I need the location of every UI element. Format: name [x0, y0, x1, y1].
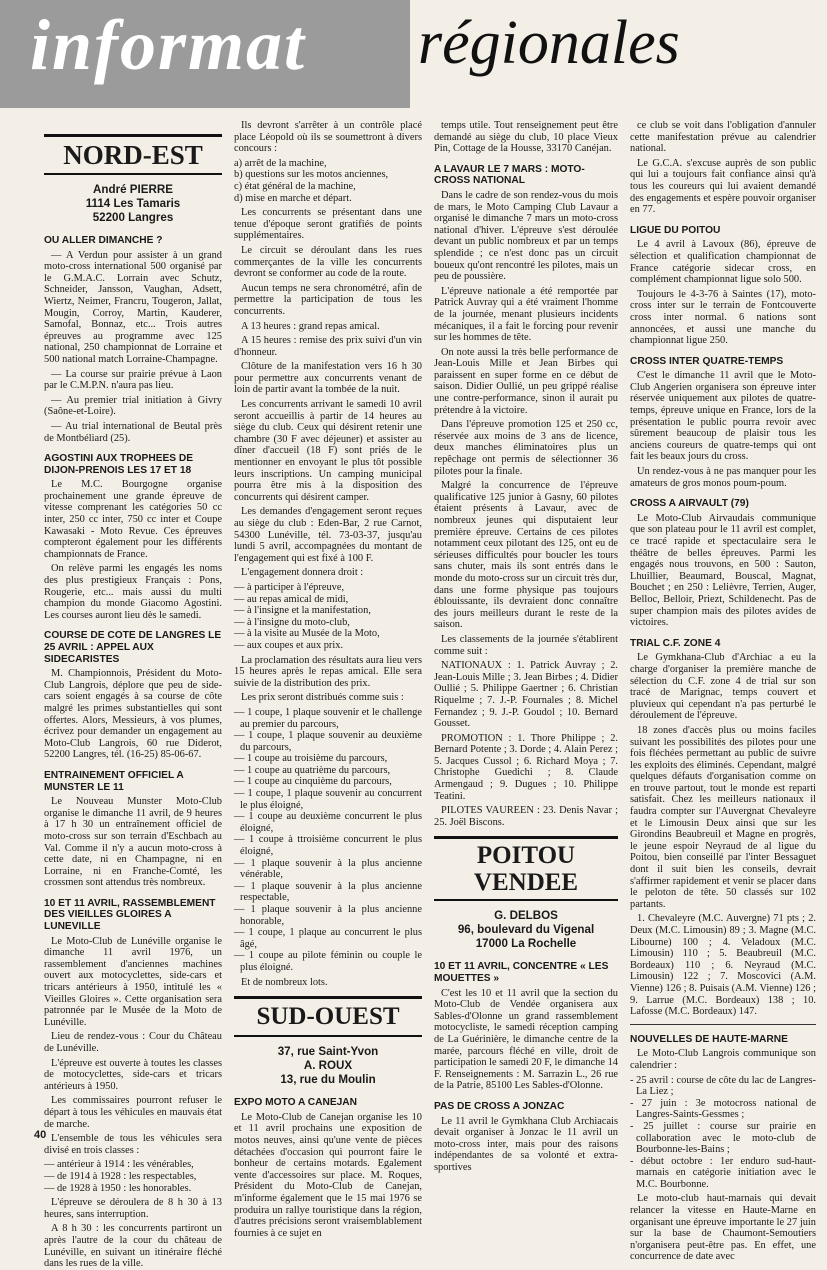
- list-item: — 1 plaque souvenir à la plus ancienne vénérable,: [234, 857, 422, 881]
- paragraph: La proclamation des résultats aura lieu vers 15 heures après le repas amical. Elle sera suivie de la distribution des prix.: [234, 654, 422, 689]
- paragraph: — A Verdun pour assister à un grand moto-cross international 500 organisé par le G.M.A.C. Lorrain avec Schutz, Schneider, Jansson, Vaughan, Adsett, Wiertz, Neimer, Francru, Tougeron, Jallat, Mougin, Corroy, Martin, Kauderer, Samofal, Bonnaz, etc... Trois autres épreuves au programme avec 125 national, 250 championnat de Lorraine et 500 national match Lorraine-Champagne.: [44, 249, 222, 365]
- paragraph: Un rendez-vous à ne pas manquer pour les amateurs de gros monos poum-poum.: [630, 466, 816, 489]
- paragraph: Dans le cadre de son rendez-vous du mois de mars, le Moto Camping Club Lavaur a organisé le dimanche 7 mars un moto-cross national d'hiver. L'épreuve s'est déroulée devant un public nombreux et par un temps splendide ; ce n'est donc pas un circuit boueux qu'ont rencontré les pilotes, mais un peu de poussière.: [434, 189, 618, 283]
- section-heading: 10 ET 11 AVRIL, CONCENTRE « LES MOUETTES »: [434, 961, 609, 985]
- paragraph: Le Moto-Club Airvaudais communique que son plateau pour le 11 avril est complet, ce tracé rapide et spectaculaire sera le théâtre de belles épreuves. Parmi les engagés nous trouvons, en 500 : Sauton, Lhuillier, Beaumard, Bouscal, Magnat, Bouchet ; en 250 : Lelièvre, Terrien, Auger, Belloc, Belloir, Priezt, Schildenecht. Pas de super champion mais des pilotes avides de victoires.: [630, 512, 816, 629]
- list-item: — au repas amical de midi,: [234, 593, 349, 605]
- paragraph: — Au trial international de Beutal près de Montbéliard (25).: [44, 420, 222, 444]
- list-item: - 25 juillet : course sur prairie en collaboration avec le moto-club de Bourbonne-les-Bains ;: [630, 1120, 816, 1156]
- section-heading: 10 ET 11 AVRIL, RASSEMBLEMENT DES VIEILLES GLOIRES A LUNEVILLE: [44, 897, 216, 933]
- list-item: — 1 coupe au deuxième concurrent le plus éloigné,: [234, 811, 422, 834]
- paragraph: Le Nouveau Munster Moto-Club organise le dimanche 11 avril, de 9 heures à 17 h 30 un entraînement officiel de moto-cross sur son terrain d'Eschbach au Val. Comme il n'y a aucun moto-cross à cette date, ni en Champagne, ni en Lorraine, ni en Franche-Comté, les crossmen sont attendus très nombreux.: [44, 796, 222, 889]
- paragraph: On relève parmi les engagés les noms des plus prestigieux Français : Pons, Rougerie, etc... mais aussi du multi champion du monde Giacomo Agostini. Les courses auront lieu dès le samedi.: [44, 563, 222, 621]
- paragraph: A 15 heures : remise des prix suivi d'un vin d'honneur.: [234, 335, 422, 358]
- section-heading: ENTRAINEMENT OFFICIEL A MUNSTER LE 11: [44, 769, 184, 793]
- paragraph: L'épreuve se déroulera de 8 h 30 à 13 heures, sans interruption.: [44, 1197, 222, 1220]
- paragraph: Le moto-club haut-marnais qui devait relancer la vitesse en Haute-Marne en organisant une épreuve importante le 27 juin sur la base de Chaumont-Semoutiers n'organisera peut-être pas. En effet, une concurrence de date avec: [630, 1193, 816, 1263]
- correspondent-address: André PIERRE 1114 Les Tamaris 52200 Langres: [85, 183, 181, 224]
- list-item: — à la visite au Musée de la Moto,: [234, 628, 380, 640]
- section-heading: TRIAL C.F. ZONE 4: [630, 637, 721, 649]
- paragraph: L'épreuve est ouverte à toutes les classes de motocyclettes, side-cars et tricars antérieurs à 1950.: [44, 1057, 222, 1092]
- paragraph: Les concurrents arrivant le samedi 10 avril seront accueillis à partir de 14 heures au siège du club. Ceux qui désirent retenir une chambre (30 F avec déjeuner) et assister au dîner d'accueil (18 F) sont priés de le mentionner en envoyant le plus tôt possible leurs inscriptions. Un camping municipal pourra être mis à la disposition des concurrents qui désirent camper.: [234, 399, 422, 503]
- list: [234, 158, 422, 204]
- section-heading: OU ALLER DIMANCHE ?: [44, 235, 163, 246]
- paragraph: Le circuit se déroulant dans les rues commerçantes de la ville les concurrents devront se conformer au code de la route.: [234, 244, 422, 280]
- results-paragraph: PILOTES VAUREEN : 23. Denis Navar ; 25. Joël Biscons.: [434, 805, 618, 828]
- list-item: — à l'insigne du moto-club,: [234, 616, 350, 628]
- paragraph: Le G.C.A. s'excuse auprès de son public qui lui a toujours fait confiance ainsi qu'à tous les coureurs qui lui avaient demandé des engagements et espère pouvoir organiser en 77.: [630, 157, 816, 216]
- paragraph: Et de nombreux lots.: [241, 976, 328, 988]
- divider: [630, 1024, 816, 1025]
- list-item: — à participer à l'épreuve,: [234, 581, 345, 593]
- paragraph: C'est le dimanche 11 avril que le Moto-Club Angerien organisera son épreuve inter réservée uniquement aux pilotes de quatre-temps, épreuve unique en France, lors de la présentation le public pourra revoir avec sûrement beaucoup de plaisir tous les anciens coureurs de quatre-temps qui ont fait les beaux jours du cross.: [630, 370, 816, 463]
- correspondent-address: 37, rue Saint-Yvon A. ROUX 13, rue du Moulin: [277, 1045, 379, 1087]
- list-item: — à l'insigne et la manifestation,: [234, 605, 371, 617]
- paragraph: — La course sur prairie prévue à Laon par le C.M.P.N. n'aura pas lieu.: [44, 368, 222, 392]
- paragraph: Les classements de la journée s'établirent comme suit :: [434, 633, 618, 657]
- paragraph: Le Moto-Club de Canejan organise les 10 et 11 avril prochains une exposition de motos neuves, ainsi qu'une vente de pièces détachées d'occasion qui pourront faire le bonheur de certains motards. Egalement vente d'accessoires sur place. M. Roques, Président du Moto-Club de Canejan, m'informe également que le 15 mai 1976 se produira un rallye touristique dans la région, d'autres précisions seront vraisemblablement fournies à ce sujet en: [234, 1111, 422, 1239]
- paragraph: Aucun temps ne sera chronométré, afin de permettre la participation de tous les concurrents.: [234, 282, 422, 317]
- list-item: — 1 coupe, 1 plaque souvenir et le challenge au premier du parcours,: [234, 706, 422, 730]
- section-heading: AGOSTINI AUX TROPHEES DE DIJON-PRENOIS LES 17 ET 18: [44, 453, 194, 476]
- section-heading: CROSS A AIRVAULT (79): [630, 498, 749, 510]
- list-item: — 1 coupe, 1 plaque au concurrent le plus âgé,: [234, 927, 422, 950]
- list-item: - 27 juin : 3e motocross national de Langres-Saints-Gessmes ;: [630, 1097, 816, 1121]
- list-item: — 1 coupe à ttroisième concurrent le plus éloigné,: [234, 834, 422, 858]
- section-heading: A LAVAUR LE 7 MARS : MOTO-CROSS NATIONAL: [434, 163, 585, 187]
- paragraph: Toujours le 4-3-76 à Saintes (17), moto-cross inter sur le terrain de Fontcouverte cross inter normal. 6 nations sont annoncées, et aussi une manche du championnat ligue 250.: [630, 288, 816, 347]
- paragraph: — Au premier trial initiation à Givry (Saône-et-Loire).: [44, 394, 222, 418]
- header-title-left: informat: [30, 5, 307, 85]
- region-title-nord-est: NORD-EST: [44, 134, 222, 175]
- results-paragraph: 1. Chevaleyre (M.C. Auvergne) 71 pts ; 2. Deux (M.C. Limousin) 89 ; 3. Magne (M.C. Libourne) 100 ; 4. Veladoux (M.C. Limousin) 110 ; 5. Beaubreuil (M.C. Bordeaux) 110 ; 6. Neyraud (M.C. Limousin) 122 ; 7. Moscovici (A.M. Vienne) 126 ; 8. Puisais (A.M. Vienne) 126 ; 9. Larrue (M.C. Bordeaux) 138 ; 10. Lafosse (M.C. Bordeaux) 147.: [630, 913, 816, 1018]
- column-1: [44, 120, 222, 1270]
- paragraph: A 8 h 30 : les concurrents partiront un après l'autre de la cour du château de Lunéville, en suivant un itinéraire fléché dans les rues de la ville.: [44, 1223, 222, 1270]
- header-banner: [0, 0, 827, 108]
- results-paragraph: NATIONAUX : 1. Patrick Auvray ; 2. Jean-Louis Mille ; 3. Jean Birbes ; 4. Didier Oullié ; 5. Philippe Gaertner ; 6. Christian Riquelme ; 7. J.-P. Fournales ; 8. Michel Fernandez ; 9. J.-P. Goudol ; 10. Bernard Gousset.: [434, 660, 618, 730]
- paragraph: L'épreuve nationale a été remportée par Patrick Auvray qui a été vraiment l'homme de la journée, menant plusieurs incidents mécaniques, il a fait le forcing pour revenir sur les hommes de tête.: [434, 285, 618, 344]
- list: [44, 1159, 222, 1194]
- paragraph: Le 11 avril le Gymkhana Club Archiacais devait organiser à Jonzac le 11 avril un moto-cross inter, mais pour des raisons indépendantes de sa volonté et extra-sportives: [434, 1115, 618, 1173]
- list-item: — 1 coupe au troisième du parcours,: [234, 753, 388, 765]
- page-number: 40: [34, 1129, 47, 1141]
- header-title-right: régionales: [418, 9, 680, 77]
- list-item: — 1 coupe au quatrième du parcours,: [234, 764, 391, 776]
- paragraph: Les demandes d'engagement seront reçues au siège du club : Eden-Bar, 2 rue Carnot, 54300 Lunéville, tél. 73-03-37, jusqu'au lundi 5 avril, accompagnées du montant de l'engagement qui est fixé à 100 F.: [234, 506, 422, 564]
- paragraph: C'est les 10 et 11 avril que la section du Moto-Club de Vendée organisera aux Sables-d'Olonne un grand rassemblement motocycliste, le samedi réception camping de La Guérinière, le dimanche centre de la marée, parcours fléché en ville, droit de participation le samedi 20 F, le dimanche 14 F. Renseignements : M. Sarrazin L., 26 rue de la Patrie, 85100 Les Sables-d'Olonne.: [434, 987, 618, 1092]
- correspondent-address: G. DELBOS 96, boulevard du Vigenal 17000 La Rochelle: [457, 909, 595, 951]
- list: [234, 582, 422, 652]
- paragraph: Les prix seront distribués comme suis :: [241, 692, 404, 704]
- list: [630, 1075, 816, 1191]
- list-item: — 1 coupe au cinquième du parcours,: [234, 776, 392, 788]
- paragraph: ce club se voit dans l'obligation d'annuler cette manifestation prévue au calendrier national.: [630, 120, 816, 155]
- paragraph: Les commissaires pourront refuser le départ à tous les véhicules en mauvais état de marche.: [44, 1095, 222, 1130]
- column-4: [630, 120, 816, 1263]
- list-item: a) arrêt de la machine,: [234, 157, 327, 169]
- list-item: - 25 avril : course de côte du lac de Langres-La Liez ;: [630, 1074, 816, 1098]
- paragraph: Ils devront s'arrêter à un contrôle placé place Léopold où ils se soumettront à divers concours :: [234, 120, 422, 155]
- paragraph: Clôture de la manifestation vers 16 h 30 pour permettre aux concurrents venant de loin de partir avant la tombée de la nuit.: [234, 361, 422, 396]
- section-heading: NOUVELLES DE HAUTE-MARNE: [630, 1033, 788, 1045]
- column-3: [434, 120, 618, 1173]
- paragraph: Le Gymkhana-Club d'Archiac a eu la charge d'organiser la première manche de sélection du C.F. zone 4 de trial sur son tracé de Marignac, temps couvert et pluvieux qui cependant n'a pas perturbé le déroulement de l'épreuve.: [630, 652, 816, 722]
- list-item: — 1 coupe au pilote féminin ou couple le plus éloigné.: [234, 950, 422, 973]
- list-item: — antérieur à 1914 : les vénérables,: [44, 1159, 194, 1171]
- paragraph: Le M.C. Bourgogne organise prochainement une grande épreuve de vitesse comprenant les catégories 50 cc inter, 250 cc inter, 750 cc inter et Coupe Kawasaki - Moto Revue. Ces épreuves compteront également pour les différents championnats de France.: [44, 479, 222, 560]
- list-item: — 1 coupe, 1 plaque souvenir au concurrent le plus éloigné,: [234, 788, 422, 811]
- paragraph: A 13 heures : grand repas amical.: [241, 320, 380, 332]
- section-heading: EXPO MOTO A CANEJAN: [234, 1097, 358, 1109]
- paragraph: Malgré la concurrence de l'épreuve qualificative 125 junior à Gasny, 60 pilotes étaient présents à Lavaur, avec de nombreux jeunes qui disputaient leur première épreuve. Certains de ces pilotes notamment ceux pilotant des 125, ont eu de sérieuses difficultés pour boucler les tours sans chuter, mais ils sont entrés dans le monde du moto-cross sur un circuit très dur, dans une forme physique pas toujours éblouissante, ils devraient donc connaître des jours meilleurs durant le reste de la saison.: [434, 480, 618, 631]
- paragraph: M. Championnois, Président du Moto-Club Langrois, déplore que peu de side-cars soient engagés à sa course de côte malgré les primes substantielles qui sont offertes. Alors, Messieurs, à vos plumes, écrivez pour demander un engagement au Moto-Club Langrois, 60 rue Diderot, 52200 Langres, tél. (16-25) 85-06-67.: [44, 668, 222, 761]
- column-2: [234, 120, 422, 1239]
- paragraph: Le Moto-Club Langrois communique son calendrier :: [630, 1048, 816, 1071]
- section-heading: PAS DE CROSS A JONZAC: [434, 1100, 565, 1112]
- paragraph: Le 4 avril à Lavoux (86), épreuve de sélection et qualification championnat de France catégorie sidecar cross, en complément championnat ligue solo 500.: [630, 239, 816, 286]
- list-item: c) état général de la machine,: [234, 180, 356, 192]
- paragraph: 18 zones d'accès plus ou moins faciles suivant les possibilités des pilotes pour une fois fléchées permettant au public de suivre les exploits des éliminés. Cependant, malgré quelques défauts d'organisation comme on en trouve partout, tout le monde est reparti satisfait. Chez les meilleurs nationaux il faudra compter sur l'Auvergnat Chevaleyre et le Limousin Deux ainsi que sur les Girondins Beaubreuil et Magne en progrès, le jeune espoir Neyraud de al ligue du Poitou, bien conseillé par l'inter Bessaguet dont il suit bien les conseils, devrait s'affirmer rapidement et venir se placer dans le peloton de tête. 50 classés sur 102 partants.: [630, 724, 816, 910]
- paragraph: L'ensemble de tous les véhicules sera divisé en trois classes :: [44, 1133, 222, 1156]
- results-paragraph: PROMOTION : 1. Thore Philippe ; 2. Bernard Potente ; 3. Dorde ; 4. Alain Perez ; 5. Jacques Cussol ; 6. Richard Moya ; 7. Christophe Guedichi ; 8. Claude Armengaud ; 9. Dugues ; 10. Philippe Teatini.: [434, 732, 618, 802]
- list-item: — de 1928 à 1950 : les honorables.: [44, 1182, 192, 1194]
- section-heading: LIGUE DU POITOU: [630, 224, 721, 236]
- list-item: b) questions sur les motos anciennes,: [234, 169, 389, 181]
- paragraph: Dans l'épreuve promotion 125 et 250 cc, réservée aux moins de 3 ans de licence, deux manches éliminatoires plus un repêchage ont permis de sélectionner 36 pilotes pour la finale.: [434, 419, 618, 477]
- paragraph: Les concurrents se présentant dans une tenue d'époque seront gratifiés de points supplémentaires.: [234, 207, 422, 242]
- list-item: d) mise en marche et départ.: [234, 192, 352, 204]
- paragraph: Lieu de rendez-vous : Cour du Château de Lunéville.: [44, 1031, 222, 1054]
- section-heading: COURSE DE COTE DE LANGRES LE 25 AVRIL : APPEL AUX SIDECARISTES: [44, 630, 222, 665]
- list-item: — 1 coupe, 1 plaque souvenir au deuxième du parcours,: [234, 730, 422, 753]
- region-title-sud-ouest: SUD-OUEST: [234, 996, 422, 1037]
- paragraph: temps utile. Tout renseignement peut être demandé au siège du club, 10 place Vieux Pin, Cottage de la Housse, 33170 Canéjan.: [434, 120, 618, 155]
- list-item: — 1 plaque souvenir à la plus ancienne respectable,: [234, 880, 422, 904]
- list-item: — de 1914 à 1928 : les respectables,: [44, 1170, 197, 1182]
- section-heading: CROSS INTER QUATRE-TEMPS: [630, 355, 784, 367]
- list: [234, 707, 422, 974]
- paragraph: On note aussi la très belle performance de Jean-Louis Mille et Jean Birbes qui paraissent en super forme en ce début de saison. Didier Oullié, un peu grippé réalise une contre-performance, sinon il aurait pu prétendre à la victoire.: [434, 346, 618, 416]
- list-item: — aux coupes et aux prix.: [234, 639, 344, 651]
- list-item: - début octobre : 1er enduro sud-haut-marnais en catégorie initiation avec le M.C. Bourbonne.: [630, 1155, 816, 1190]
- paragraph: Le Moto-Club de Lunéville organise le dimanche 11 avril 1976, un rassemblement d'anciennes machines ouvert aux motocyclettes, side-cars et tricars antérieurs à 1950, intitulé les « Vieilles Gloires ». Cette organisation sera patronnée par le Musée de la Moto de Lunéville.: [44, 935, 222, 1028]
- list-item: — 1 plaque souvenir à la plus ancienne honorable,: [234, 904, 422, 927]
- paragraph: L'engagement donnera droit :: [241, 567, 364, 579]
- region-title-poitou-vendee: POITOU VENDEE: [434, 836, 618, 901]
